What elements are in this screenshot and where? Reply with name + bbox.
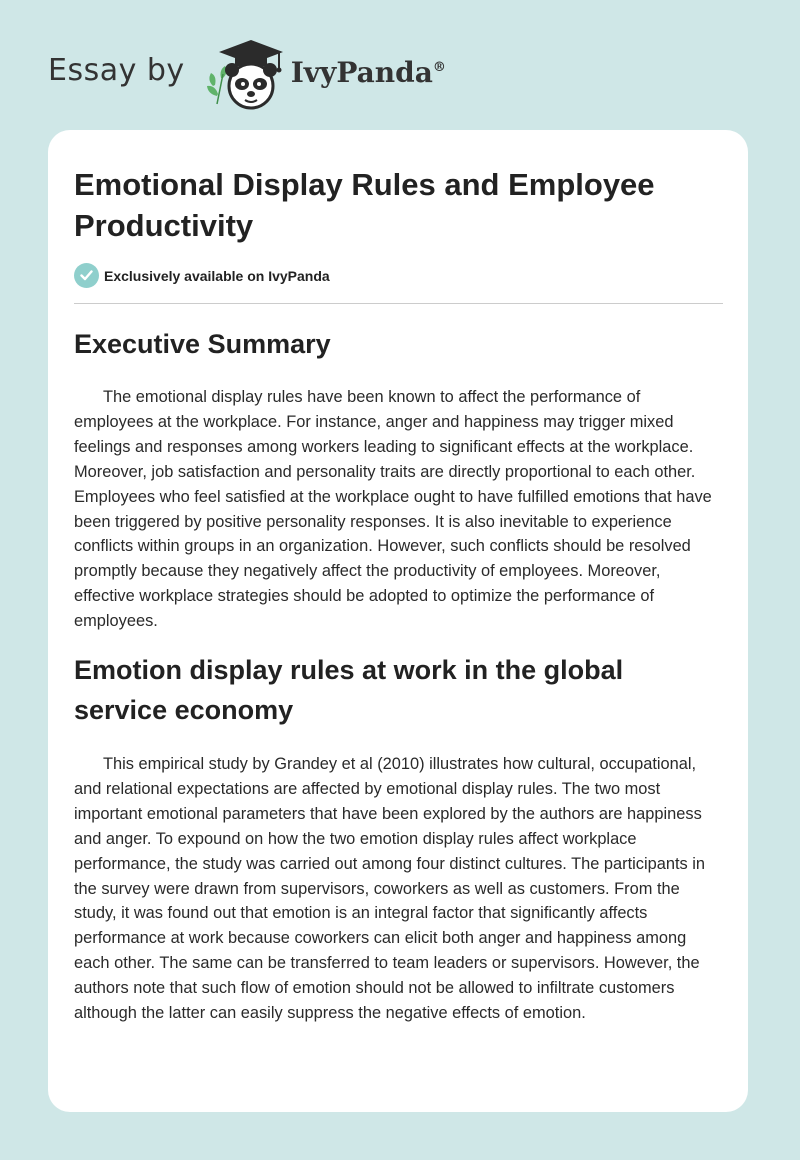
essay-card — [48, 130, 748, 1112]
section-heading-emotion-display-rules: Emotion display rules at work in the global service economy — [74, 655, 624, 725]
registered-mark: ® — [432, 59, 446, 75]
title-divider — [74, 303, 723, 304]
ivypanda-logo[interactable] — [199, 34, 289, 114]
section-heading-executive-summary: Executive Summary — [74, 329, 331, 359]
ivy-leaf-icon — [207, 86, 218, 96]
check-circle-icon — [74, 263, 99, 288]
panda-graduate-icon — [199, 34, 289, 114]
brand-name[interactable]: IvyPanda® — [290, 55, 446, 89]
essay-by-label: Essay by — [48, 52, 185, 88]
section-body-emotion-display-rules: This empirical study by Grandey et al (2010) illustrates how cultural, occupational, and relational expectations are affected by emotional display rules. The two most important emotional parameters that have been explored by the authors are happiness and anger. To expound on how the two emotion display rules affect workplace performance, the study was carried out among four distinct cultures. The participants in the survey were drawn from supervisors, coworkers as well as customers. From the study, it was found out that emotion is an integral factor that significantly affects performance at work because coworkers can elicit both anger and happiness among each other. The same can be transferred to team leaders or supervisors. However, the authors note that such flow of emotion should not be allowed to infiltrate customers although the latter can easily suppress the negative effects of emotion. — [74, 755, 706, 1023]
site-header — [48, 34, 446, 114]
essay-title: Emotional Display Rules and Employee Productivity — [74, 167, 655, 243]
exclusive-label: Exclusively available on IvyPanda — [104, 267, 330, 284]
section-body-executive-summary: The emotional display rules have been known to affect the performance of employees at the workplace. For instance, anger and happiness may trigger mixed feelings and responses among workers leading to significant effects at the workplace. Moreover, job satisfaction and personality traits are directly proportional to each other. Employees who feel satisfied at the workplace ought to have fulfilled emotions that have been triggered by positive personality responses. It is also inevitable to experience conflicts within groups in an organization. However, such conflicts should be resolved promptly because they negatively affect the productivity of employees. Moreover, effective workplace strategies should be adopted to optimize the performance of employees. — [74, 388, 712, 631]
ivy-leaf-icon — [209, 73, 215, 86]
exclusive-badge — [74, 263, 330, 288]
